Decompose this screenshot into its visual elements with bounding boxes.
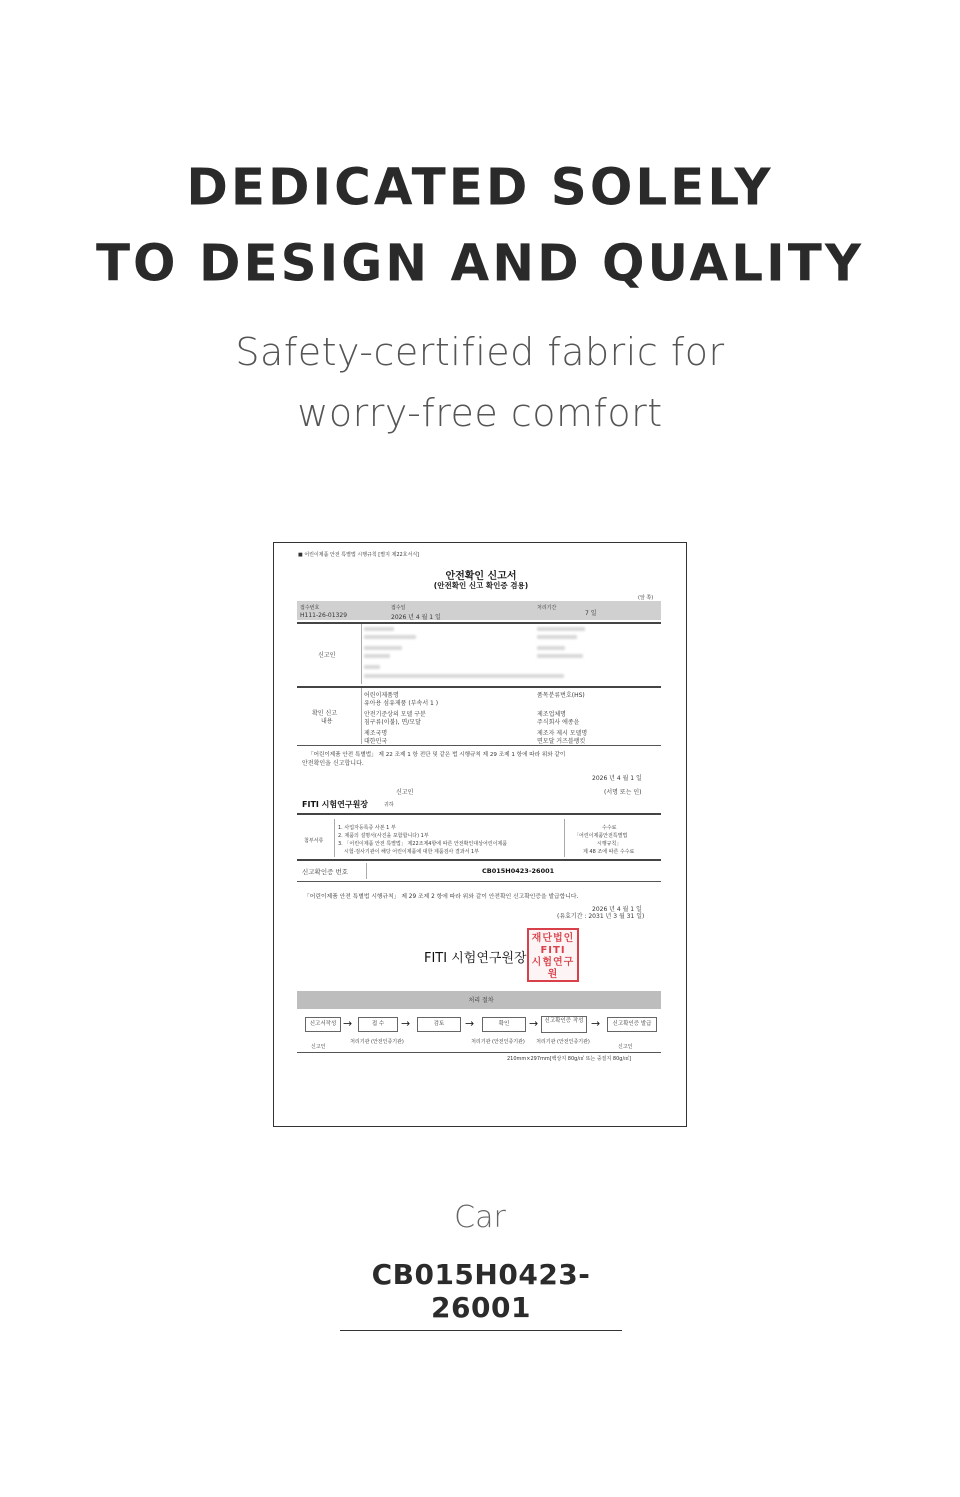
attach-item-2: 2. 제품의 설명서(사진을 포함합니다) 1부 bbox=[338, 833, 429, 839]
arrow-right-icon: → bbox=[529, 1017, 539, 1030]
receipt-date-label: 접수일 bbox=[391, 605, 406, 611]
process-step-4: 확인 bbox=[482, 1017, 526, 1032]
process-step-6: 신고확인증 발급 bbox=[607, 1017, 657, 1032]
receipt-row-bg bbox=[297, 601, 661, 620]
arrow-right-icon: → bbox=[591, 1017, 601, 1030]
process-role-1: 신고인 bbox=[311, 1044, 326, 1050]
attach-label: 첨부서류 bbox=[304, 838, 324, 844]
hs-label: 품목분류번호(HS) bbox=[537, 692, 585, 699]
statement-date: 2026 년 4 월 1 일 bbox=[592, 775, 642, 782]
attach-item-3: 3. 「어린이제품 안전 특별법」 제22조제4항에 따른 안전확인대상어린이제품 bbox=[338, 841, 508, 847]
process-step-3: 검토 bbox=[417, 1017, 461, 1032]
reporter-label: 신고인 bbox=[318, 652, 336, 659]
document-title: 안전확인 신고서 bbox=[445, 571, 517, 582]
caption-label: Car bbox=[454, 1200, 506, 1235]
validity: (유효기간 : 2031 년 3 월 31 일) bbox=[557, 913, 645, 920]
period-value: 7 일 bbox=[585, 610, 597, 617]
origin-label: 제조국명 bbox=[364, 730, 388, 737]
paper-note: 210mm×297mm[백상지 80g/㎡ 또는 중질지 80g/㎡] bbox=[507, 1056, 632, 1062]
fee-rule: 시행규칙」 bbox=[597, 841, 622, 847]
addressee-suffix: 귀하 bbox=[384, 802, 394, 808]
receipt-no-label: 접수번호 bbox=[300, 605, 320, 611]
official-seal-stamp: 재단법인 FITI 시험연구원 bbox=[527, 928, 579, 982]
headline-line-2: TO DESIGN AND QUALITY bbox=[95, 233, 865, 293]
issue-date: 2026 년 4 월 1 일 bbox=[592, 906, 642, 913]
form-note: ■ 어린이제품 안전 특별법 시행규칙 [별지 제22호서식] bbox=[298, 552, 420, 558]
process-step-1: 신고서작성 bbox=[305, 1017, 341, 1032]
fee-article: 제 48 조에 따른 수수료 bbox=[583, 849, 635, 855]
model-name-value: 면모달 거즈블랭킷 bbox=[537, 738, 586, 745]
model-name-label: 제조자 제시 모델명 bbox=[537, 730, 588, 737]
headline-line-1: DEDICATED SOLELY bbox=[186, 157, 774, 217]
process-role-5: 신고인 bbox=[618, 1044, 633, 1050]
period-label: 처리기간 bbox=[537, 605, 557, 611]
subheadline-line-1: Safety-certified fabric for bbox=[235, 330, 725, 374]
maker-label: 제조업체명 bbox=[537, 711, 566, 718]
cert-no: CB015H0423-26001 bbox=[482, 867, 555, 875]
origin-value: 대한민국 bbox=[364, 738, 388, 745]
arrow-right-icon: → bbox=[401, 1017, 411, 1030]
product-value: 유아용 섬유제품 (부속서 1 ) bbox=[364, 700, 439, 707]
certificate-code: CB015H0423-26001 bbox=[340, 1258, 622, 1331]
process-title: 처리 절차 bbox=[468, 997, 494, 1004]
model-value: 침구류(이불), 면/모달 bbox=[364, 719, 421, 726]
reporter-sign-label: 신고인 bbox=[396, 789, 414, 796]
receipt-date: 2026 년 4 월 1 일 bbox=[391, 614, 441, 621]
model-label: 안전기준상의 모델 구분 bbox=[364, 711, 426, 718]
confirm-label-2: 내용 bbox=[321, 718, 333, 725]
fee-law: 「어린이제품안전특별법 bbox=[574, 833, 628, 839]
attach-item-1: 1. 사업자등록증 사본 1 부 bbox=[338, 825, 396, 831]
addressee: FITI 시험연구원장 bbox=[302, 800, 369, 809]
product-label: 어린이제품명 bbox=[364, 692, 399, 699]
statement-line-1: 「어린이제품 안전 특별법」 제 22 조제 1 항 전단 및 같은 법 시행규칙 제 29 조제 1 항에 따라 위와 같이 bbox=[308, 752, 566, 758]
maker-value: 주식회사 에종윤 bbox=[537, 719, 580, 726]
sign-note: (서명 또는 인) bbox=[604, 789, 642, 796]
process-role-3: 처리기관 (안전인증기관) bbox=[471, 1039, 525, 1045]
fee-label: 수수료 bbox=[602, 825, 617, 831]
issuer: FITI 시험연구원장 bbox=[424, 951, 527, 966]
certificate-document bbox=[273, 542, 687, 1127]
confirm-label-1: 확인 신고 bbox=[312, 710, 338, 717]
receipt-no: H111-26-01329 bbox=[300, 612, 348, 619]
statement-line-2: 안전확인을 신고합니다. bbox=[302, 760, 364, 767]
arrow-right-icon: → bbox=[343, 1017, 353, 1030]
attach-item-4: 시험·검사기관이 해당 어린이제품에 대한 제품검사 결과서 1부 bbox=[344, 849, 480, 855]
cert-no-label: 신고확인증 번호 bbox=[302, 868, 349, 876]
document-subtitle: (안전확인 신고 확인증 겸용) bbox=[433, 581, 529, 590]
process-role-2: 처리기관 (안전인증기관) bbox=[350, 1039, 404, 1045]
subheadline-line-2: worry-free comfort bbox=[297, 391, 663, 435]
process-step-2: 접 수 bbox=[358, 1017, 398, 1032]
page-note: (앞 쪽) bbox=[638, 595, 654, 601]
arrow-right-icon: → bbox=[465, 1017, 475, 1030]
process-step-5: 신고확인증 작성 bbox=[541, 1016, 587, 1033]
process-role-4: 처리기관 (안전인증기관) bbox=[536, 1039, 590, 1045]
issue-statement: 「어린이제품 안전 특별법 시행규칙」 제 29 조제 2 항에 따라 위와 같이 안전확인 신고확인증을 발급합니다. bbox=[304, 894, 579, 900]
